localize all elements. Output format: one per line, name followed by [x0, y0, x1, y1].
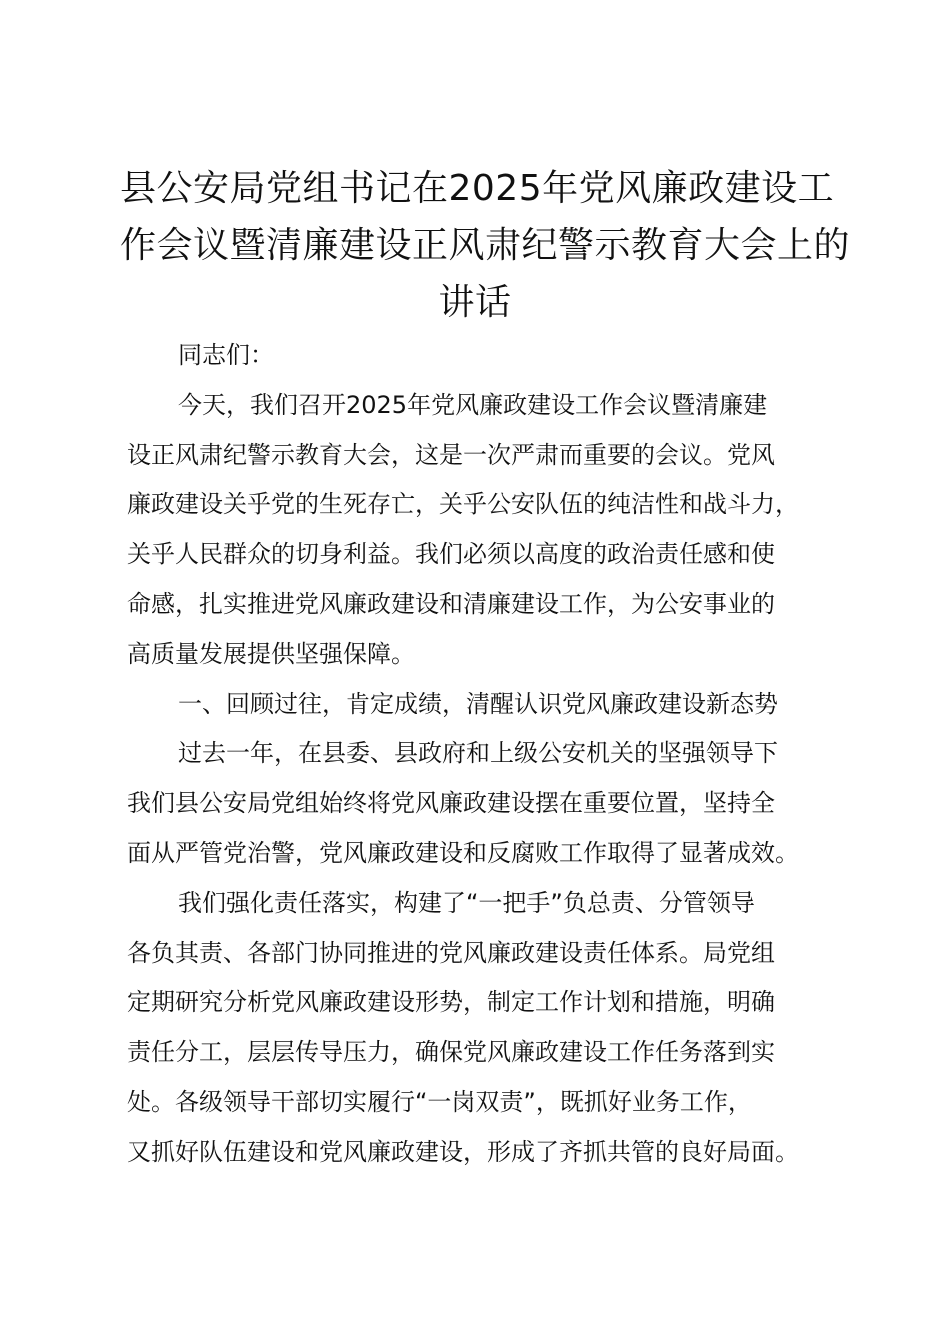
title-line: 作会议暨清廉建设正风肃纪警示教育大会上的 — [120, 225, 851, 266]
text-line: 定期研究分析党风廉政建设形势，制定工作计划和措施，明确 — [127, 988, 775, 1017]
text-line: 廉政建设关乎党的生死存亡，关乎公安队伍的纯洁性和战斗力， — [127, 490, 799, 519]
text-line: 责任分工，层层传导压力，确保党风廉政建设工作任务落到实 — [127, 1038, 775, 1067]
paragraph-responsibility — [127, 879, 847, 1178]
title-line: 讲话 — [438, 282, 512, 323]
document-body — [127, 331, 847, 1178]
document-title — [120, 160, 851, 331]
text-line: 命感，扎实推进党风廉政建设和清廉建设工作，为公安事业的 — [127, 589, 775, 618]
text-line: 高质量发展提供坚强保障。 — [127, 639, 415, 668]
text-line: 设正风肃纪警示教育大会，这是一次严肃而重要的会议。党风 — [127, 440, 775, 469]
section-heading-text: 一、回顾过往，肯定成绩，清醒认识党风廉政建设新态势 — [178, 689, 778, 718]
text-line: 又抓好队伍建设和党风廉政建设，形成了齐抓共管的良好局面。 — [127, 1137, 799, 1166]
text-line: 处。各级领导干部切实履行“一岗双责”，既抓好业务工作， — [127, 1087, 752, 1116]
section-heading — [127, 680, 847, 730]
paragraph-opening — [127, 381, 847, 680]
text-line: 我们县公安局党组始终将党风廉政建设摆在重要位置，坚持全 — [127, 789, 775, 818]
text-line: 同志们： — [178, 341, 274, 369]
text-line: 关乎人民群众的切身利益。我们必须以高度的政治责任感和使 — [127, 540, 775, 569]
salutation — [127, 331, 847, 381]
text-line: 我们强化责任落实，构建了“一把手”负总责、分管领导 — [178, 888, 755, 917]
paragraph-review — [127, 729, 847, 878]
title-line: 县公安局党组书记在2025年党风廉政建设工 — [120, 168, 835, 209]
text-line: 今天，我们召开2025年党风廉政建设工作会议暨清廉建 — [178, 390, 768, 419]
text-line: 各负其责、各部门协同推进的党风廉政建设责任体系。局党组 — [127, 938, 775, 967]
text-line: 面从严管党治警，党风廉政建设和反腐败工作取得了显著成效。 — [127, 838, 799, 867]
text-line: 过去一年，在县委、县政府和上级公安机关的坚强领导下 — [178, 739, 778, 768]
